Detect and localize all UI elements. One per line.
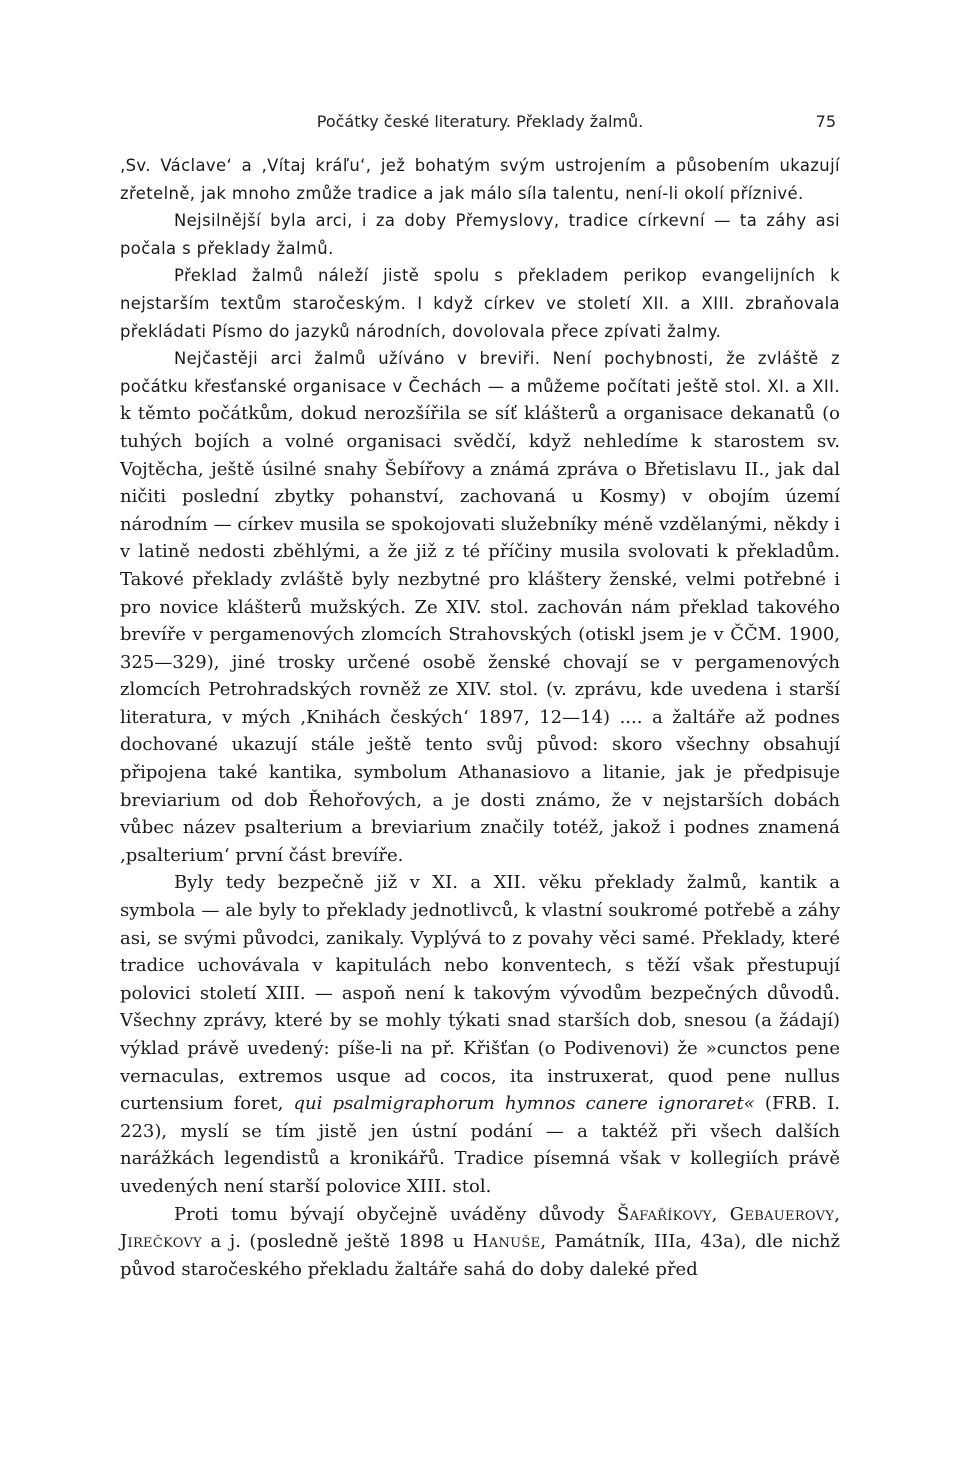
book-page	[120, 112, 840, 1283]
paragraph-3-text-a: Překlad žalmů náleží jistě spolu s překladem perikop evangelijních k nejstarším textům staročeským.	[120, 266, 840, 313]
paragraph-1	[120, 152, 840, 207]
paragraph-4-text-a: Nejčastěji arci žalmů užíváno v breviři. Není pochybnosti, že zvláště z počátku křesťanské organisace v Čechách — a můžeme počítati ještě stol. XI. a XII.	[120, 349, 840, 396]
paragraph-2	[120, 207, 840, 262]
paragraph-5-text-a: Byly tedy bezpečně již v XI. a XII. věku překlady žalmů, kantik a symbola — ale byly to překlady jednotlivců, k vlastní soukromé potřebě a záhy asi, se svými původci, zanikaly. Vyplývá to z povahy věci samé. Překlady, které tradice uchovávala v kapitulách nebo konventech, s těží však přestupují polovici století XIII. — aspoň není k takovým vývodům bezpečných důvodů. Všechny zprávy, které by se mohly týkati snad starších dob, snesou (a žádají) výklad právě uvedený: píše-li na př. Křišťan (o Podivenovi) že »cunctos pene vernaculas, extremos usque ad cocos, ita instruxerat, quod pene nullus curtensium foret,	[120, 872, 840, 1115]
paragraph-6	[120, 1201, 840, 1284]
paragraph-2-text: Nejsilnější byla arci, i za doby Přemyslovy, tradice církevní — ta záhy asi počala s překlady žalmů.	[120, 211, 840, 258]
author-gebauer: Gebauerovy	[729, 1203, 835, 1225]
paragraph-6-mid: a j. (posledně ještě 1898 u	[210, 1231, 465, 1253]
running-head-title: Počátky české literatury. Překlady žalmů.	[316, 112, 644, 131]
paragraph-4	[120, 345, 840, 869]
running-head	[120, 112, 840, 142]
paragraph-5	[120, 869, 840, 1200]
author-hanus: Hanuše	[472, 1231, 541, 1253]
paragraph-4-text-b: k těmto počátkům, dokud nerozšířila se síť klášterů a organisace dekanatů (o tuhých bojích a volné organisaci svědčí, když nehledíme k starostem sv. Vojtěcha, ještě úsilné snahy Šebířovy a známá zpráva o Břetislavu II., jak dal ničiti poslední zbytky pohanství, zachovaná u Kosmy) v obojím území národním — církev musila se spokojovati služebníky méně vzdělanými, někdy i v latině nedosti zběhlými, a že již z té příčiny musila svolovati k překladům. Takové překlady zvláště byly nezbytné pro kláštery ženské, velmi potřebné i pro novice klášterů mužských. Ze XIV. stol. zachován nám překlad takového brevíře v pergamenových zlomcích Strahovských (otiskl jsem je v ČČM. 1900, 325—329), jiné trosky určené osobě ženské chovají se v pergamenových zlomcích Petrohradských rovněž ze XIV. stol. (v. zprávu, kde uvedena i starší literatura, v mých ‚Knihách českých‘ 1897, 12—14) .... a žaltáře až podnes dochované ukazují stále ještě tento svůj původ: skoro všechny obsahují připojena také kantika, symbolum Athanasiovo a litanie, jak je předpisuje breviarium od dob Řehořových, a je dosti známo, že v nejstarších dobách vůbec název psalterium a breviarium značily totéž, jakož i podnes znamená ‚psalterium‘ první část brevíře.	[120, 403, 840, 866]
page-number: 75	[815, 112, 836, 131]
body-text	[120, 152, 840, 1283]
author-safarik: Šafaříkovy	[616, 1203, 712, 1225]
paragraph-5-text-b: (FRB. I. 223), myslí se tím jistě jen ústní podání — a taktéž při všech dalších narážkách legendistů a kronikářů. Tradice písemná však v kollegiích právě uvedených není starší polovice XIII. stol.	[120, 1093, 840, 1197]
paragraph-3-text-b: I když církev ve století XII. a XIII. zbraňovala překládati Písmo do jazyků národních, dovolovala přece zpívati žalmy.	[120, 293, 840, 341]
paragraph-6-end: , Památník, IIIa, 43a), dle nichž původ staročeského překladu žaltáře sahá do doby daleké před	[120, 1231, 840, 1280]
paragraph-6-start: Proti tomu bývají obyčejně uváděny důvody	[174, 1203, 605, 1225]
paragraph-6-comma-1: ,	[711, 1203, 718, 1225]
paragraph-3	[120, 262, 840, 345]
paragraph-6-comma-2: ,	[834, 1203, 840, 1225]
paragraph-1-text: ‚Sv. Václave‘ a ‚Vítaj kráľu‘, jež bohatým svým ustrojením a působením ukazují zřetelně, jak mnoho zmůže tradice a jak málo síla talentu, není-li okolí příznivé.	[120, 156, 840, 203]
author-jirecek: Jirečkovy	[120, 1231, 203, 1253]
paragraph-5-latin-quote: qui psalmigraphorum hymnos canere ignoraret«	[293, 1093, 755, 1115]
